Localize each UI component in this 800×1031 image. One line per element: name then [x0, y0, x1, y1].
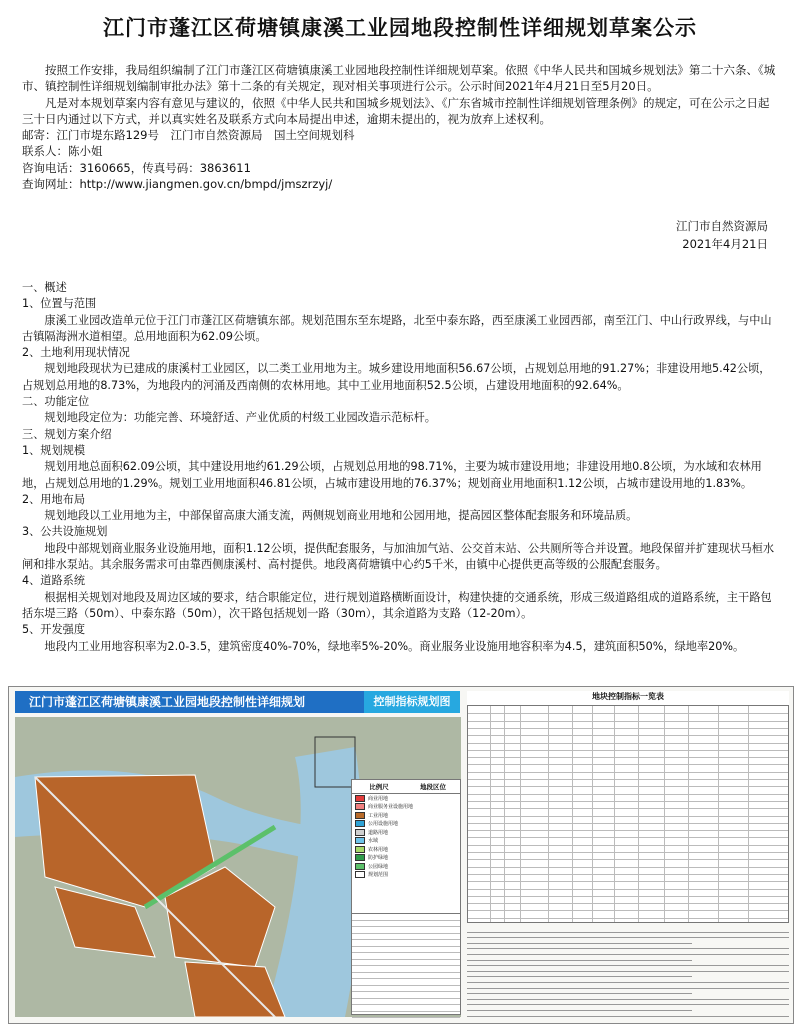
- section-heading: 5、开发强度: [22, 623, 86, 637]
- mail-address: 邮寄：江门市堤东路129号 江门市自然资源局 国土空间规划科: [22, 128, 355, 143]
- table-row: [352, 1012, 460, 1019]
- legend-item: [352, 820, 460, 829]
- table-row: [468, 845, 788, 846]
- body-paragraph: 康溪工业园改造单元位于江门市蓬江区荷塘镇东部。规划范围东至东堤路，北至中泰东路，西至康溪工业园西部，南至江门、中山行政界线，与中山古镇隔海洲水道相望。总用地面积为62.09公顷。: [22, 313, 772, 343]
- notice-paragraph-1: 按照工作安排，我局组织编制了江门市蓬江区荷塘镇康溪工业园地段控制性详细规划草案。依照《中华人民共和国城乡规划法》第二十六条、《城市、镇控制性详细规划编制审批办法》第十二条的有关规定，现对相关事项进行公示。公示时间2021年4月21日至5月20日。: [22, 63, 776, 94]
- table-column: [490, 706, 491, 922]
- legend-head-scale: 比例尺: [369, 783, 389, 791]
- table-column: [664, 706, 665, 922]
- table-column: [548, 706, 549, 922]
- table-column: [718, 706, 719, 922]
- legend-label: 商业服务业设施用地: [368, 804, 414, 811]
- legend-swatch: [355, 854, 365, 861]
- legend-label: 规划范围: [368, 872, 389, 879]
- land-use-table: [351, 913, 461, 1015]
- legend-swatch: [355, 863, 365, 870]
- table-column: [504, 706, 505, 922]
- body-paragraph: 地段中部规划商业服务业设施用地，面积1.12公顷，提供配套服务，与加油加气站、公交首末站、公共厕所等合并设置。地段保留并扩建现状马桓水闸和排水泵站。其余服务需求可由靠西侧康溪村、高村提供。地段离荷塘镇中心约5千米，由镇中心提供更高等级的公服配套服务。: [22, 541, 775, 572]
- table-column: [520, 706, 521, 922]
- index-table-title: 地块控制指标一览表: [592, 692, 664, 701]
- note-line: [467, 993, 692, 994]
- note-line: [467, 988, 789, 989]
- note-line: [467, 976, 692, 977]
- note-line: [467, 1004, 789, 1005]
- note-line: [467, 937, 789, 938]
- section-heading: 2、土地利用现状情况: [22, 346, 130, 360]
- table-row: [468, 859, 788, 860]
- table-row: [468, 867, 788, 868]
- legend-label: 公园绿地: [368, 863, 389, 870]
- legend-label: 水域: [368, 838, 379, 845]
- table-row: [468, 918, 788, 919]
- legend-label: 公用设施用地: [368, 821, 399, 828]
- legend-item: [352, 862, 460, 871]
- table-row: [468, 786, 788, 787]
- note-line: [467, 943, 692, 944]
- table-row: [468, 896, 788, 897]
- table-column: [592, 706, 593, 922]
- legend-label: 农林用地: [368, 846, 389, 853]
- section-heading: 二、功能定位: [22, 395, 90, 409]
- note-line: [467, 965, 789, 966]
- legend-swatch: [355, 795, 365, 802]
- legend-swatch: [355, 820, 365, 827]
- table-column: [688, 706, 689, 922]
- notice-section: [22, 62, 778, 192]
- legend-label: 商业用地: [368, 795, 389, 802]
- table-column: [614, 706, 615, 922]
- legend-swatch: [355, 803, 365, 810]
- table-row: [468, 823, 788, 824]
- note-line: [467, 1016, 789, 1017]
- board-subtitle: 控制指标规划图: [364, 691, 460, 713]
- table-row: [468, 837, 788, 838]
- legend-swatch: [355, 871, 365, 878]
- index-grid: [467, 705, 789, 923]
- contact-person: 联系人：陈小姐: [22, 144, 103, 159]
- board-title: 江门市蓬江区荷塘镇康溪工业园地段控制性详细规划: [15, 691, 385, 713]
- table-row: [468, 743, 788, 744]
- legend-item: [352, 828, 460, 837]
- signature-org: 江门市自然资源局: [676, 219, 768, 233]
- query-website[interactable]: 查询网址：http://www.jiangmen.gov.cn/bmpd/jmszrzyj/: [22, 177, 333, 192]
- section-heading: 三、规划方案介绍: [22, 427, 112, 441]
- section-heading: 4、道路系统: [22, 574, 86, 588]
- phone-fax: 咨询电话：3160665，传真号码：3863611: [22, 160, 251, 175]
- board-notes: [467, 927, 789, 1019]
- legend-swatch: [355, 812, 365, 819]
- index-table: [467, 691, 789, 923]
- legend-swatch: [355, 837, 365, 844]
- note-line: [467, 982, 789, 983]
- legend-item: [352, 871, 460, 880]
- section-heading: 一、概述: [22, 281, 67, 294]
- legend-swatch: [355, 829, 365, 836]
- table-row: [468, 881, 788, 882]
- body-paragraph: 规划地段以工业用地为主，中部保留高康大涌支流，两侧规划商业用地和公园用地，提高园区整体配套服务和环境品质。: [44, 509, 638, 523]
- table-row: [468, 735, 788, 736]
- body-paragraph: 地段内工业用地容积率为2.0-3.5，建筑密度40%-70%，绿地率5%-20%。商业服务业设施用地容积率为4.5，建筑面积50%，绿地率20%。: [44, 639, 745, 653]
- note-line: [467, 954, 789, 955]
- table-row: [468, 713, 788, 714]
- body-paragraph: 规划地段现状为已建成的康溪村工业园区，以二类工业用地为主。城乡建设用地面积56.67公顷，占规划总用地的91.27%；非建设用地5.42公顷，占规划总用地的8.73%，为地段内的河涌及西南侧的农林用地。其中工业用地面积52.5公顷，占建设用地面积的92.64%。: [22, 362, 771, 392]
- table-row: [468, 772, 788, 773]
- plan-description: [22, 280, 780, 655]
- section-heading: 1、位置与范围: [22, 297, 97, 311]
- table-column: [748, 706, 749, 922]
- note-line: [467, 971, 789, 972]
- notice-paragraph-2: 凡是对本规划草案内容有意见与建议的，依照《中华人民共和国城乡规划法》、《广东省城市控制性详细规划管理条例》的规定，可在公示之日起三十日内通过以下方式，并以真实姓名及联系方式向本局提出申述，逾期未提出的，视为放弃上述权利。: [22, 95, 770, 126]
- legend-swatch: [355, 846, 365, 853]
- signature-date: 2021年4月21日: [682, 237, 768, 251]
- section-heading: 2、用地布局: [22, 492, 86, 506]
- section-heading: 3、公共设施规划: [22, 525, 108, 539]
- legend-label: 防护绿地: [368, 855, 389, 862]
- legend-label: 工业用地: [368, 812, 389, 819]
- table-column: [638, 706, 639, 922]
- table-row: [468, 728, 788, 729]
- map-legend: [351, 779, 461, 921]
- note-line: [467, 948, 789, 949]
- table-column: [572, 706, 573, 922]
- note-line: [467, 960, 692, 961]
- table-row: [468, 852, 788, 853]
- table-row: [468, 910, 788, 911]
- table-row: [468, 830, 788, 831]
- legend-item: [352, 854, 460, 863]
- body-paragraph: 规划地段定位为：功能完善、环境舒适、产业优质的村级工业园改造示范标杆。: [44, 411, 436, 425]
- note-line: [467, 1010, 692, 1011]
- body-paragraph: 根据相关规划对地段及周边区域的要求，结合职能定位，进行规划道路横断面设计，构建快捷的交通系统，形成三级道路组成的道路系统，主干路包括东堤三路（50m）、中泰东路（50m），次干路包括规划一路（30m），其余道路为支路（12-20m）。: [22, 590, 772, 620]
- body-paragraph: 规划用地总面积62.09公顷，其中建设用地约61.29公顷，占规划总用地的98.71%，主要为城市建设用地；非建设用地0.8公顷，为水域和农林用地，占规划总用地的1.29%。规划工业用地面积46.81公顷，占城市建设用地的76.37%；规划商业用地面积1.12公顷，占城市建设用地的1.83%。: [22, 460, 762, 490]
- table-row: [468, 889, 788, 890]
- table-row: [468, 808, 788, 809]
- legend-item: [352, 845, 460, 854]
- table-row: [468, 874, 788, 875]
- legend-item: [352, 794, 460, 803]
- legend-item: [352, 803, 460, 812]
- table-row: [468, 779, 788, 780]
- legend-item: [352, 837, 460, 846]
- legend-item: [352, 811, 460, 820]
- note-line: [467, 999, 789, 1000]
- legend-label: 道路用地: [368, 829, 389, 836]
- table-row: [468, 757, 788, 758]
- table-row: [468, 794, 788, 795]
- table-row: [468, 750, 788, 751]
- planning-board: [8, 686, 794, 1024]
- section-heading: 1、规划规模: [22, 443, 86, 457]
- legend-head-location: 地段区位: [420, 783, 446, 791]
- table-row: [468, 764, 788, 765]
- page-title: 江门市蓬江区荷塘镇康溪工业园地段控制性详细规划草案公示: [103, 16, 697, 40]
- table-row: [468, 903, 788, 904]
- note-line: [467, 932, 789, 933]
- table-row: [468, 801, 788, 802]
- table-row: [468, 721, 788, 722]
- table-row: [468, 816, 788, 817]
